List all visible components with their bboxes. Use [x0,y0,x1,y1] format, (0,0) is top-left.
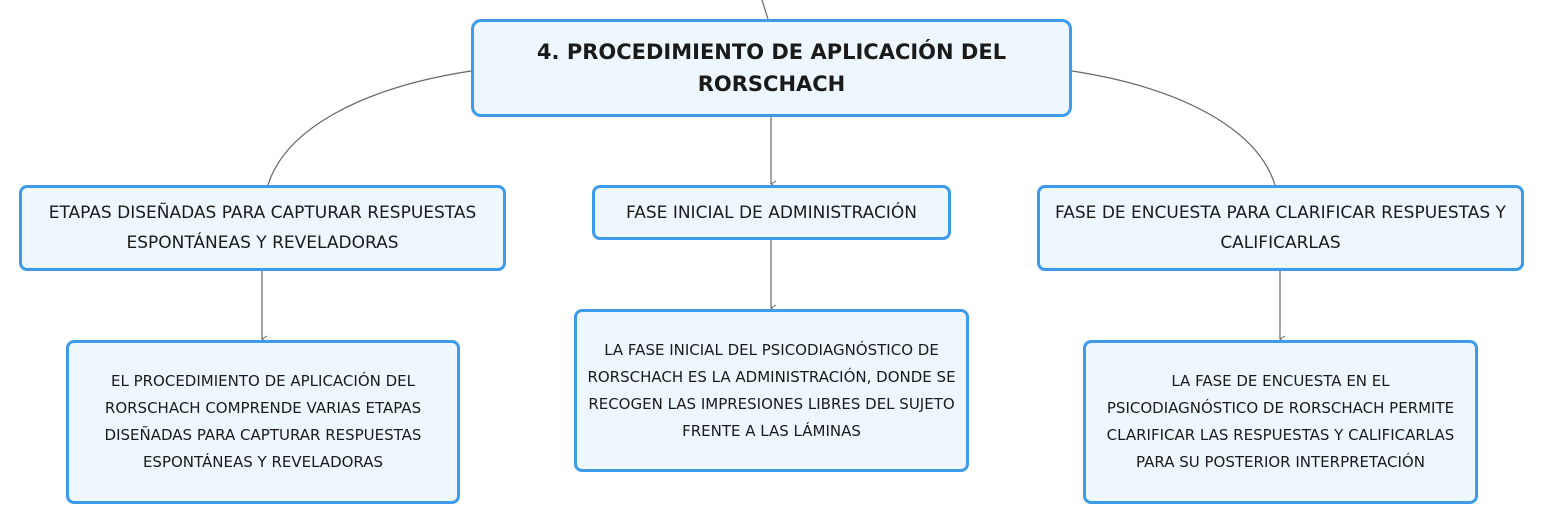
detail-node-fase-inicial[interactable] [574,309,969,472]
root-topic-label: 4. PROCEDIMIENTO DE APLICACIÓN DEL RORSCHACH [536,40,1007,96]
connector-root-to-right-branch [1072,71,1275,185]
connector-root-to-left-branch [268,71,471,185]
branch-label-fase-encuesta: FASE DE ENCUESTA PARA CLARIFICAR RESPUESTAS Y CALIFICARLAS [1055,203,1506,253]
branch-label-etapas: ETAPAS DISEÑADAS PARA CAPTURAR RESPUESTAS ESPONTÁNEAS Y REVELADORAS [48,203,477,253]
branch-node-etapas[interactable] [19,185,506,271]
branch-node-fase-inicial[interactable] [592,185,951,240]
branch-label-fase-inicial: FASE INICIAL DE ADMINISTRACIÓN [626,202,917,223]
parent-connector [762,0,768,19]
detail-text-fase-encuesta: LA FASE DE ENCUESTA EN EL PSICODIAGNÓSTICO DE RORSCHACH PERMITE CLARIFICAR LAS RESPUESTAS Y CALIFICARLAS PARA SU POSTERIOR INTERPRETACIÓN [1106,372,1455,471]
detail-text-etapas: EL PROCEDIMIENTO DE APLICACIÓN DEL RORSCHACH COMPRENDE VARIAS ETAPAS DISEÑADAS PARA CAPTURAR RESPUESTAS ESPONTÁNEAS Y REVELADORAS [104,372,422,471]
detail-node-etapas[interactable] [66,340,460,504]
detail-node-fase-encuesta[interactable] [1083,340,1478,504]
root-topic-node[interactable] [471,19,1072,117]
detail-text-fase-inicial: LA FASE INICIAL DEL PSICODIAGNÓSTICO DE RORSCHACH ES LA ADMINISTRACIÓN, DONDE SE RECOGEN LAS IMPRESIONES LIBRES DEL SUJETO FRENTE A LAS LÁMINAS [587,340,956,440]
branch-node-fase-encuesta[interactable] [1037,185,1524,271]
